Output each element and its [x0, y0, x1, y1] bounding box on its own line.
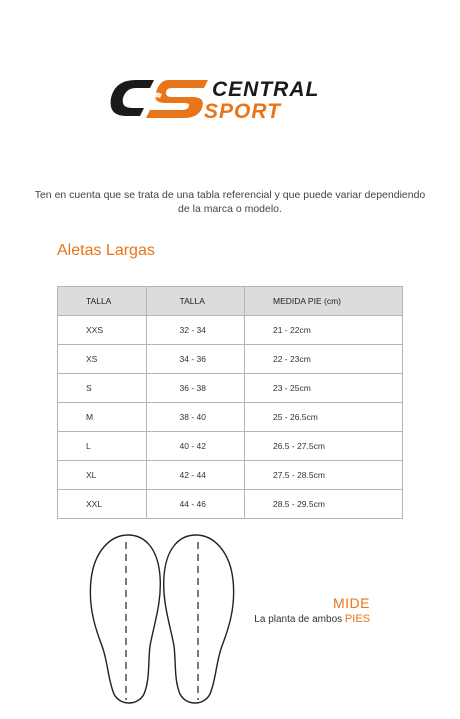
right-foot-icon — [164, 535, 234, 703]
cell-range: 44 - 46 — [146, 490, 244, 519]
cell-size: XXS — [58, 316, 147, 345]
cell-measure: 23 - 25cm — [244, 374, 402, 403]
header-talla-number: TALLA — [146, 287, 244, 316]
cell-range: 32 - 34 — [146, 316, 244, 345]
cell-range: 38 - 40 — [146, 403, 244, 432]
cell-measure: 27.5 - 28.5cm — [244, 461, 402, 490]
cell-size: L — [58, 432, 147, 461]
table-row — [58, 316, 403, 345]
cell-range: 40 - 42 — [146, 432, 244, 461]
table-row — [58, 432, 403, 461]
cell-size: XS — [58, 345, 147, 374]
header-medida-pie: MEDIDA PIE (cm) — [244, 287, 402, 316]
cell-range: 34 - 36 — [146, 345, 244, 374]
brand-line1: CENTRAL — [212, 78, 320, 101]
cell-measure: 26.5 - 27.5cm — [244, 432, 402, 461]
cell-measure: 22 - 23cm — [244, 345, 402, 374]
cell-size: XL — [58, 461, 147, 490]
cell-range: 36 - 38 — [146, 374, 244, 403]
header-talla-letter: TALLA — [58, 287, 147, 316]
measure-instruction-text: La planta de ambos — [254, 614, 343, 625]
table-header-row — [58, 287, 403, 316]
cell-measure: 21 - 22cm — [244, 316, 402, 345]
table-row — [58, 461, 403, 490]
table-row — [58, 403, 403, 432]
notice-text: Ten en cuenta que se trata de una tabla referencial y que puede variar dependiendo de la marca o modelo. — [34, 189, 426, 215]
measure-instruction-accent: PIES — [344, 613, 370, 625]
central-sport-logo — [106, 74, 356, 126]
left-foot-icon — [90, 535, 160, 703]
table-row — [58, 345, 403, 374]
cell-measure: 25 - 26.5cm — [244, 403, 402, 432]
cell-measure: 28.5 - 29.5cm — [244, 490, 402, 519]
cell-size: XXL — [58, 490, 147, 519]
table-row — [58, 374, 403, 403]
cell-size: S — [58, 374, 147, 403]
cell-size: M — [58, 403, 147, 432]
feet-outline-illustration — [82, 530, 242, 708]
measure-title: MIDE — [333, 595, 370, 611]
cell-range: 42 - 44 — [146, 461, 244, 490]
brand-line2: SPORT — [204, 100, 281, 123]
measure-instruction — [254, 613, 370, 625]
table-row — [58, 490, 403, 519]
section-title: Aletas Largas — [57, 242, 155, 259]
size-table — [57, 286, 403, 519]
